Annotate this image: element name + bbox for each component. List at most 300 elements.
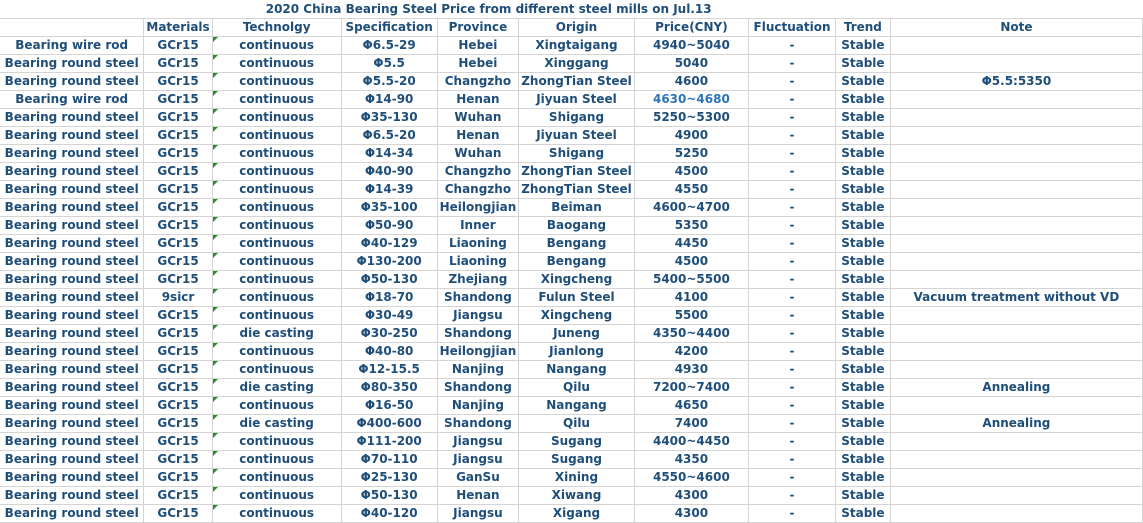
- header-province: Province: [437, 19, 519, 37]
- cell-origin: Xigang: [519, 505, 635, 523]
- table-row: [0, 181, 1143, 199]
- cell-province: Hebei: [437, 37, 519, 55]
- cell-material: GCr15: [144, 343, 212, 361]
- cell-province: Jiangsu: [437, 505, 519, 523]
- cell-price: 5250: [634, 145, 748, 163]
- table-row: [0, 73, 1143, 91]
- cell-note: [890, 91, 1142, 109]
- cell-trend: Stable: [835, 469, 890, 487]
- cell-trend: Stable: [835, 217, 890, 235]
- cell-note: [890, 253, 1142, 271]
- cell-technology: die casting: [212, 415, 341, 433]
- header-note: Note: [890, 19, 1142, 37]
- cell-note: [890, 271, 1142, 289]
- cell-technology: continuous: [212, 163, 341, 181]
- cell-product: Bearing round steel: [0, 199, 144, 217]
- cell-technology: continuous: [212, 451, 341, 469]
- cell-material: GCr15: [144, 217, 212, 235]
- cell-note: Annealing: [890, 415, 1142, 433]
- header-product: [0, 19, 144, 37]
- cell-origin: Shigang: [519, 109, 635, 127]
- table-row: [0, 469, 1143, 487]
- cell-origin: Beiman: [519, 199, 635, 217]
- table-row: [0, 163, 1143, 181]
- cell-trend: Stable: [835, 235, 890, 253]
- cell-specification: Φ400-600: [341, 415, 437, 433]
- cell-specification: Φ80-350: [341, 379, 437, 397]
- cell-province: Jiangsu: [437, 433, 519, 451]
- cell-specification: Φ6.5-20: [341, 127, 437, 145]
- table-row: [0, 433, 1143, 451]
- cell-fluctuation: -: [749, 469, 836, 487]
- sheet-title: 2020 China Bearing Steel Price from different steel mills on Jul.13: [144, 0, 836, 19]
- header-row: [0, 19, 1143, 37]
- cell-trend: Stable: [835, 253, 890, 271]
- cell-trend: Stable: [835, 307, 890, 325]
- header-price: Price(CNY): [634, 19, 748, 37]
- cell-origin: Bengang: [519, 253, 635, 271]
- cell-specification: Φ18-70: [341, 289, 437, 307]
- cell-product: Bearing wire rod: [0, 37, 144, 55]
- cell-fluctuation: -: [749, 307, 836, 325]
- cell-province: Changzho: [437, 181, 519, 199]
- cell-province: Nanjing: [437, 397, 519, 415]
- cell-fluctuation: -: [749, 325, 836, 343]
- cell-trend: Stable: [835, 145, 890, 163]
- cell-origin: Xingcheng: [519, 307, 635, 325]
- cell-price: 4550~4600: [634, 469, 748, 487]
- cell-product: Bearing round steel: [0, 181, 144, 199]
- cell-price: 4350: [634, 451, 748, 469]
- cell-fluctuation: -: [749, 253, 836, 271]
- cell-note: [890, 55, 1142, 73]
- cell-origin: ZhongTian Steel: [519, 163, 635, 181]
- cell-price: 4200: [634, 343, 748, 361]
- cell-technology: continuous: [212, 361, 341, 379]
- cell-price: 7200~7400: [634, 379, 748, 397]
- cell-technology: continuous: [212, 181, 341, 199]
- cell-material: GCr15: [144, 109, 212, 127]
- cell-trend: Stable: [835, 109, 890, 127]
- cell-origin: Xining: [519, 469, 635, 487]
- table-row: [0, 487, 1143, 505]
- cell-specification: Φ40-129: [341, 235, 437, 253]
- cell-province: Liaoning: [437, 235, 519, 253]
- cell-origin: Nangang: [519, 397, 635, 415]
- cell-origin: Juneng: [519, 325, 635, 343]
- cell-material: GCr15: [144, 181, 212, 199]
- cell-trend: Stable: [835, 37, 890, 55]
- cell-specification: Φ50-130: [341, 487, 437, 505]
- cell-price: 4600~4700: [634, 199, 748, 217]
- cell-product: Bearing round steel: [0, 253, 144, 271]
- cell-fluctuation: -: [749, 217, 836, 235]
- cell-technology: continuous: [212, 487, 341, 505]
- cell-material: GCr15: [144, 397, 212, 415]
- table-row: [0, 109, 1143, 127]
- cell-province: Henan: [437, 127, 519, 145]
- cell-origin: Nangang: [519, 361, 635, 379]
- title-spacer: [835, 0, 890, 19]
- cell-fluctuation: -: [749, 451, 836, 469]
- cell-price: 4300: [634, 505, 748, 523]
- cell-specification: Φ25-130: [341, 469, 437, 487]
- cell-technology: continuous: [212, 271, 341, 289]
- cell-material: GCr15: [144, 199, 212, 217]
- cell-origin: Shigang: [519, 145, 635, 163]
- table-row: [0, 235, 1143, 253]
- table-row: [0, 451, 1143, 469]
- cell-specification: Φ16-50: [341, 397, 437, 415]
- cell-product: Bearing round steel: [0, 109, 144, 127]
- cell-origin: Fulun Steel: [519, 289, 635, 307]
- table-row: [0, 343, 1143, 361]
- cell-province: Changzho: [437, 163, 519, 181]
- cell-product: Bearing round steel: [0, 343, 144, 361]
- cell-fluctuation: -: [749, 109, 836, 127]
- cell-origin: Qilu: [519, 379, 635, 397]
- cell-product: Bearing round steel: [0, 73, 144, 91]
- cell-technology: die casting: [212, 379, 341, 397]
- cell-note: [890, 469, 1142, 487]
- cell-fluctuation: -: [749, 361, 836, 379]
- cell-fluctuation: -: [749, 379, 836, 397]
- cell-trend: Stable: [835, 415, 890, 433]
- cell-price: 4550: [634, 181, 748, 199]
- cell-material: GCr15: [144, 127, 212, 145]
- cell-note: [890, 217, 1142, 235]
- cell-fluctuation: -: [749, 37, 836, 55]
- cell-product: Bearing round steel: [0, 307, 144, 325]
- cell-material: GCr15: [144, 361, 212, 379]
- cell-note: [890, 199, 1142, 217]
- cell-specification: Φ6.5-29: [341, 37, 437, 55]
- cell-material: GCr15: [144, 37, 212, 55]
- cell-specification: Φ12-15.5: [341, 361, 437, 379]
- cell-product: Bearing round steel: [0, 451, 144, 469]
- cell-specification: Φ50-90: [341, 217, 437, 235]
- cell-price: 5350: [634, 217, 748, 235]
- table-row: [0, 217, 1143, 235]
- cell-origin: Baogang: [519, 217, 635, 235]
- cell-fluctuation: -: [749, 181, 836, 199]
- cell-price: 4930: [634, 361, 748, 379]
- cell-note: [890, 361, 1142, 379]
- table-row: [0, 505, 1143, 523]
- cell-material: GCr15: [144, 91, 212, 109]
- cell-technology: continuous: [212, 217, 341, 235]
- cell-specification: Φ70-110: [341, 451, 437, 469]
- cell-trend: Stable: [835, 433, 890, 451]
- header-trend: Trend: [835, 19, 890, 37]
- cell-price: 5500: [634, 307, 748, 325]
- cell-price: 5040: [634, 55, 748, 73]
- cell-note: [890, 37, 1142, 55]
- cell-product: Bearing round steel: [0, 469, 144, 487]
- cell-fluctuation: -: [749, 271, 836, 289]
- cell-note: [890, 451, 1142, 469]
- table-row: [0, 325, 1143, 343]
- cell-material: GCr15: [144, 433, 212, 451]
- cell-province: Wuhan: [437, 145, 519, 163]
- cell-note: Φ5.5:5350: [890, 73, 1142, 91]
- cell-product: Bearing round steel: [0, 397, 144, 415]
- cell-trend: Stable: [835, 163, 890, 181]
- title-spacer: [890, 0, 1142, 19]
- cell-note: Annealing: [890, 379, 1142, 397]
- cell-trend: Stable: [835, 271, 890, 289]
- table-row: [0, 361, 1143, 379]
- title-spacer: [0, 0, 144, 19]
- cell-note: [890, 397, 1142, 415]
- cell-technology: continuous: [212, 145, 341, 163]
- table-body: [0, 37, 1143, 523]
- cell-note: [890, 433, 1142, 451]
- cell-trend: Stable: [835, 505, 890, 523]
- cell-price: 4500: [634, 163, 748, 181]
- cell-price: 4100: [634, 289, 748, 307]
- cell-specification: Φ40-80: [341, 343, 437, 361]
- cell-technology: continuous: [212, 505, 341, 523]
- cell-province: Henan: [437, 487, 519, 505]
- cell-trend: Stable: [835, 325, 890, 343]
- cell-material: GCr15: [144, 379, 212, 397]
- cell-material: GCr15: [144, 235, 212, 253]
- cell-fluctuation: -: [749, 145, 836, 163]
- cell-price: 4450: [634, 235, 748, 253]
- cell-note: [890, 307, 1142, 325]
- cell-trend: Stable: [835, 127, 890, 145]
- cell-fluctuation: -: [749, 127, 836, 145]
- cell-origin: Jiyuan Steel: [519, 91, 635, 109]
- cell-trend: Stable: [835, 397, 890, 415]
- cell-origin: ZhongTian Steel: [519, 181, 635, 199]
- cell-product: Bearing round steel: [0, 361, 144, 379]
- cell-product: Bearing round steel: [0, 127, 144, 145]
- cell-province: Nanjing: [437, 361, 519, 379]
- cell-product: Bearing round steel: [0, 271, 144, 289]
- cell-material: GCr15: [144, 55, 212, 73]
- cell-fluctuation: -: [749, 289, 836, 307]
- cell-fluctuation: -: [749, 199, 836, 217]
- cell-product: Bearing round steel: [0, 487, 144, 505]
- cell-product: Bearing round steel: [0, 433, 144, 451]
- cell-technology: continuous: [212, 127, 341, 145]
- cell-specification: Φ14-90: [341, 91, 437, 109]
- cell-fluctuation: -: [749, 487, 836, 505]
- cell-origin: Xiwang: [519, 487, 635, 505]
- cell-price: 4300: [634, 487, 748, 505]
- cell-province: Shandong: [437, 289, 519, 307]
- cell-product: Bearing round steel: [0, 163, 144, 181]
- cell-technology: continuous: [212, 469, 341, 487]
- cell-price: 4350~4400: [634, 325, 748, 343]
- table-row: [0, 127, 1143, 145]
- cell-fluctuation: -: [749, 55, 836, 73]
- cell-technology: continuous: [212, 73, 341, 91]
- cell-trend: Stable: [835, 289, 890, 307]
- cell-fluctuation: -: [749, 163, 836, 181]
- cell-origin: ZhongTian Steel: [519, 73, 635, 91]
- cell-fluctuation: -: [749, 73, 836, 91]
- cell-material: 9sicr: [144, 289, 212, 307]
- cell-technology: continuous: [212, 199, 341, 217]
- cell-province: Wuhan: [437, 109, 519, 127]
- header-technology: Technolgy: [212, 19, 341, 37]
- cell-province: Liaoning: [437, 253, 519, 271]
- cell-technology: continuous: [212, 109, 341, 127]
- cell-trend: Stable: [835, 55, 890, 73]
- cell-price: 4940~5040: [634, 37, 748, 55]
- table-row: [0, 91, 1143, 109]
- cell-price: 4600: [634, 73, 748, 91]
- cell-product: Bearing round steel: [0, 55, 144, 73]
- cell-material: GCr15: [144, 307, 212, 325]
- cell-province: Changzho: [437, 73, 519, 91]
- cell-specification: Φ14-39: [341, 181, 437, 199]
- cell-note: [890, 343, 1142, 361]
- table-row: [0, 379, 1143, 397]
- cell-material: GCr15: [144, 73, 212, 91]
- table-row: [0, 415, 1143, 433]
- cell-material: GCr15: [144, 469, 212, 487]
- cell-origin: Xingtaigang: [519, 37, 635, 55]
- cell-price: 5400~5500: [634, 271, 748, 289]
- cell-price: 4630~4680: [634, 91, 748, 109]
- cell-product: Bearing round steel: [0, 415, 144, 433]
- cell-note: [890, 181, 1142, 199]
- cell-note: [890, 325, 1142, 343]
- cell-trend: Stable: [835, 199, 890, 217]
- cell-note: Vacuum treatment without VD: [890, 289, 1142, 307]
- cell-note: [890, 163, 1142, 181]
- cell-trend: Stable: [835, 181, 890, 199]
- header-origin: Origin: [519, 19, 635, 37]
- header-materials: Materials: [144, 19, 212, 37]
- cell-price: 4500: [634, 253, 748, 271]
- cell-origin: Qilu: [519, 415, 635, 433]
- cell-trend: Stable: [835, 343, 890, 361]
- cell-specification: Φ40-90: [341, 163, 437, 181]
- cell-technology: continuous: [212, 253, 341, 271]
- cell-note: [890, 487, 1142, 505]
- cell-province: Shandong: [437, 415, 519, 433]
- cell-material: GCr15: [144, 163, 212, 181]
- cell-specification: Φ5.5: [341, 55, 437, 73]
- title-row: [0, 0, 1143, 19]
- cell-product: Bearing wire rod: [0, 91, 144, 109]
- cell-province: Henan: [437, 91, 519, 109]
- cell-origin: Xingcheng: [519, 271, 635, 289]
- cell-price: 4650: [634, 397, 748, 415]
- cell-technology: continuous: [212, 55, 341, 73]
- cell-material: GCr15: [144, 451, 212, 469]
- cell-product: Bearing round steel: [0, 505, 144, 523]
- cell-fluctuation: -: [749, 415, 836, 433]
- table-row: [0, 397, 1143, 415]
- cell-material: GCr15: [144, 415, 212, 433]
- cell-province: Heilongjian: [437, 343, 519, 361]
- cell-trend: Stable: [835, 73, 890, 91]
- cell-specification: Φ35-130: [341, 109, 437, 127]
- cell-product: Bearing round steel: [0, 235, 144, 253]
- cell-material: GCr15: [144, 487, 212, 505]
- cell-material: GCr15: [144, 145, 212, 163]
- cell-trend: Stable: [835, 91, 890, 109]
- cell-origin: Bengang: [519, 235, 635, 253]
- cell-trend: Stable: [835, 379, 890, 397]
- cell-trend: Stable: [835, 487, 890, 505]
- cell-specification: Φ30-250: [341, 325, 437, 343]
- table-row: [0, 253, 1143, 271]
- cell-product: Bearing round steel: [0, 289, 144, 307]
- cell-technology: continuous: [212, 343, 341, 361]
- cell-fluctuation: -: [749, 91, 836, 109]
- cell-trend: Stable: [835, 361, 890, 379]
- table-row: [0, 289, 1143, 307]
- cell-province: GanSu: [437, 469, 519, 487]
- cell-province: Hebei: [437, 55, 519, 73]
- cell-price: 5250~5300: [634, 109, 748, 127]
- cell-note: [890, 109, 1142, 127]
- cell-technology: continuous: [212, 433, 341, 451]
- cell-specification: Φ130-200: [341, 253, 437, 271]
- cell-specification: Φ111-200: [341, 433, 437, 451]
- cell-origin: Sugang: [519, 433, 635, 451]
- cell-price: 7400: [634, 415, 748, 433]
- cell-origin: Sugang: [519, 451, 635, 469]
- cell-specification: Φ14-34: [341, 145, 437, 163]
- cell-technology: continuous: [212, 397, 341, 415]
- cell-province: Inner: [437, 217, 519, 235]
- cell-note: [890, 505, 1142, 523]
- cell-origin: Jianlong: [519, 343, 635, 361]
- cell-material: GCr15: [144, 325, 212, 343]
- table-row: [0, 145, 1143, 163]
- cell-product: Bearing round steel: [0, 145, 144, 163]
- cell-province: Zhejiang: [437, 271, 519, 289]
- cell-product: Bearing round steel: [0, 325, 144, 343]
- cell-specification: Φ5.5-20: [341, 73, 437, 91]
- cell-price: 4400~4450: [634, 433, 748, 451]
- cell-note: [890, 235, 1142, 253]
- table-row: [0, 199, 1143, 217]
- table-row: [0, 55, 1143, 73]
- cell-origin: Jiyuan Steel: [519, 127, 635, 145]
- cell-product: Bearing round steel: [0, 379, 144, 397]
- cell-fluctuation: -: [749, 397, 836, 415]
- table-row: [0, 271, 1143, 289]
- cell-origin: Xinggang: [519, 55, 635, 73]
- cell-technology: continuous: [212, 235, 341, 253]
- cell-specification: Φ40-120: [341, 505, 437, 523]
- cell-specification: Φ50-130: [341, 271, 437, 289]
- cell-note: [890, 145, 1142, 163]
- cell-material: GCr15: [144, 505, 212, 523]
- header-fluctuation: Fluctuation: [749, 19, 836, 37]
- cell-province: Shandong: [437, 325, 519, 343]
- cell-material: GCr15: [144, 271, 212, 289]
- cell-price: 4900: [634, 127, 748, 145]
- cell-technology: die casting: [212, 325, 341, 343]
- cell-trend: Stable: [835, 451, 890, 469]
- cell-specification: Φ35-100: [341, 199, 437, 217]
- cell-note: [890, 127, 1142, 145]
- cell-specification: Φ30-49: [341, 307, 437, 325]
- cell-province: Shandong: [437, 379, 519, 397]
- cell-province: Jiangsu: [437, 451, 519, 469]
- cell-technology: continuous: [212, 289, 341, 307]
